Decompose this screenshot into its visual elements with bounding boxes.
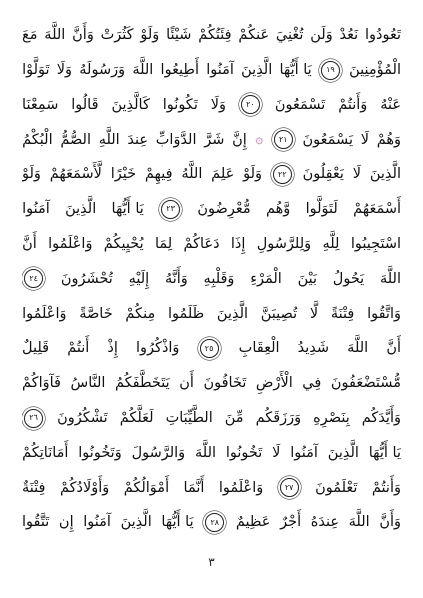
ayah-number-marker: ٢٥ [200,339,219,358]
verse-word: وَرَزَقَكُم [255,409,302,426]
text-line [22,331,401,366]
text-line [22,366,401,401]
verse-word: عَظِيمٌ [235,514,271,531]
verse-word: أَمَانَاتِكُمْ [22,444,69,461]
verse-word: لَعَلَّكُمْ [119,409,154,426]
verse-word: تَشْكُرُونَ [57,409,108,426]
verse-word: وَأَنتُمْ [371,479,401,496]
verse-word: شَدِيدُ [297,340,330,357]
verse-word: اللَّهَ [379,270,401,287]
verse-word: يَا أَيُّهَا [368,444,401,461]
verse-word: يَا أَيُّهَا [161,514,194,531]
text-line [22,227,401,262]
verse-word: عَلِمَ [211,166,235,183]
verse-word: أَطِيعُوا [160,61,200,78]
verse-word: وَأَنتُمْ [338,96,368,113]
verse-word: الَّذِينَ [327,444,359,461]
verse-word: وَقَلْبِهِ [203,270,235,287]
verse-word: أَمْوَالُكُمْ [123,479,170,496]
verse-word: تَخُونُوا [225,444,263,461]
verse-word: الطَّيِّبَاتِ [165,409,213,426]
verse-word: وَلَوْ [140,27,160,44]
verse-word: آمَنُوا [22,201,50,218]
verse-word: أَسْمَعَهُمْ [353,201,401,218]
verse-word: نَعُدْ [339,27,359,44]
verse-word: مُّعْرِضُونَ [197,201,251,218]
text-line [22,18,401,53]
verse-word: خَاصَّةً [79,305,113,322]
verse-word: وَأَنَّ [379,514,401,531]
verse-word: اللَّهُ [181,166,203,183]
verse-word: دَعَاكُمْ [183,235,220,252]
ayah-number-marker: ٢٨ [205,513,224,532]
verse-word: أَنتُمْ [67,340,90,357]
verse-word: وَهُمْ [376,131,401,148]
verse-word: يَعْقِلُونَ [302,166,344,183]
verse-word: الَّذِينَ [369,166,401,183]
verse-word: لَّأَسْمَعَهُمْ [49,166,102,183]
verse-word: قَالُوا [71,96,99,113]
verse-word: آمَنُوا [290,444,318,461]
page-number: ٣ [208,555,215,569]
verse-word: لِلَّهِ [322,235,340,252]
verse-word: فِتْنَةٌ [22,479,46,496]
verse-word: فِئَتُكُمْ [198,27,232,44]
verse-word: وَلَوْ [22,166,41,183]
verse-word: خَيْرًا [110,166,137,183]
verse-word: الْمُؤْمِنِينَ [349,61,401,78]
verse-word: وَاعْلَمُوا [22,305,67,322]
verse-word: شَرَّ [204,131,225,148]
verse-word: فِي [302,375,322,392]
verse-word: الْعِقَابِ [238,340,280,357]
verse-word: وَأَوْلَادُكُمْ [59,479,110,496]
verse-word: يَسْمَعُونَ [302,131,353,148]
verse-word: وَاتَّقُوا [367,305,401,322]
verse-word: وَلَوْ [243,166,263,183]
verse-word: عَنْهُ [380,96,401,113]
verse-word: تَخَافُونَ [203,375,247,392]
verse-word: تُحْشَرُونَ [60,270,113,287]
text-line [22,436,401,471]
text-line [22,192,401,227]
verse-word: إِذَا [230,235,246,252]
verse-word: عِندَ [127,131,149,148]
verse-word: وَأَنَّ [72,27,94,44]
verse-word: قَلِيلٌ [22,340,50,357]
ayah-number-marker: ٢٠ [241,95,260,114]
verse-word: وَاذْكُرُوا [136,340,180,357]
verse-word: مِنكُمْ [125,305,156,322]
quran-text-block [22,18,401,540]
verse-word: الْأَرْضِ [255,375,293,392]
verse-word: اللَّهَ [347,340,369,357]
text-line [22,505,401,540]
ayah-number-marker: ٢٦ [24,409,43,428]
verse-word: وَّهُم [265,201,291,218]
verse-word: تُصِيبَنَّ [260,305,298,322]
verse-word: يَتَخَطَّفَكُمُ [115,375,170,392]
verse-word: شَيْئًا [166,27,192,44]
verse-word: لَتَوَلَّوا [305,201,338,218]
text-line [22,262,401,297]
verse-word: اللَّهَ [132,61,154,78]
verse-word: الَّذِينَ [241,61,273,78]
verse-word: الَّذِينَ [216,305,249,322]
verse-word: وَرَسُولَهُ [79,61,126,78]
verse-word: إِن [58,514,74,531]
verse-word: اللَّهَ [195,444,217,461]
verse-word: وَالرَّسُولَ [131,444,186,461]
verse-word: يَا أَيُّهَا [111,201,144,218]
ayah-number-marker: ٢٧ [280,478,299,497]
verse-word: وَلَن [310,27,333,44]
verse-word: لَا [272,444,281,461]
verse-word: تُغْنِيَ [275,27,304,44]
verse-word: ظَلَمُوا [167,305,205,322]
verse-word: بِنَصْرِهِ [313,409,350,426]
text-line [22,296,401,331]
verse-word: تَعْلَمُونَ [315,479,358,496]
verse-word: الَّذِينَ [120,514,152,531]
verse-word: اللَّهَ [348,514,370,531]
verse-word: وَاعْلَمُوا [48,235,93,252]
verse-word: بَيْنَ [297,270,318,287]
ayah-number-marker: ١٩ [321,61,340,80]
verse-word: إِنَّ [232,131,247,148]
verse-word: فِيهِمْ [144,166,173,183]
verse-word: وَأَيَّدَكُم [361,409,401,426]
verse-word: عَنكُمْ [238,27,270,44]
verse-word: الْبُكْمُ [22,131,53,148]
verse-word: يُحْيِيكُمْ [103,235,144,252]
verse-word: الَّذِينَ [65,201,97,218]
verse-word: وَلَا [210,96,227,113]
verse-word: سَمِعْنَا [22,96,59,113]
verse-word: أَنَّ [386,340,401,357]
verse-word: اللَّهِ [98,131,120,148]
verse-word: اللَّهَ [44,27,66,44]
verse-word: كَالَّذِينَ [111,96,150,113]
text-line [22,122,401,157]
verse-word: وَأَنَّهُ [164,270,188,287]
verse-word: مُّسْتَضْعَفُونَ [330,375,401,392]
verse-word: إِلَيْهِ [128,270,150,287]
verse-word: مَعَ [22,27,38,44]
verse-word: فِتْنَةً [330,305,355,322]
verse-word: آمَنُوا [83,514,111,531]
text-line [22,53,401,88]
verse-word: أَنَّ [22,235,37,252]
verse-word: الْمَرْءِ [250,270,282,287]
verse-word: وَتَخُونُوا [78,444,122,461]
verse-word: وَلِلرَّسُولِ [256,235,312,252]
verse-word: أَجْرٌ [280,514,302,531]
verse-word: عِندَهُ [310,514,339,531]
verse-word: مِّنَ [224,409,244,426]
verse-word: فَآوَاكُمْ [22,375,61,392]
verse-word: لَّا [309,305,319,322]
verse-word: آمَنُوا [206,61,234,78]
verse-word: يَحُولُ [332,270,365,287]
verse-word: الدَّوَابِّ [155,131,197,148]
rub-el-hizb-icon: ۞ [255,132,264,148]
verse-word: أَن [179,375,194,392]
ayah-number-marker: ٢٤ [24,269,43,288]
ayah-number-marker: ٢٣ [161,200,180,219]
verse-word: تَعُودُوا [364,27,401,44]
verse-word: كَثُرَتْ [100,27,134,44]
verse-word: تَسْمَعُونَ [274,96,326,113]
verse-word: وَلَا [56,61,73,78]
ayah-number-marker: ٢٢ [273,165,292,184]
verse-word: اسْتَجِيبُوا [350,235,401,252]
verse-word: أَنَّمَا [183,479,205,496]
text-line [22,470,401,505]
ayah-number-marker: ٢١ [274,130,293,149]
verse-word: لَا [352,166,362,183]
verse-word: وَاعْلَمُوا [218,479,264,496]
verse-word: لَا [360,131,369,148]
verse-word: يَا أَيُّهَا [279,61,312,78]
verse-word: تَكُونُوا [162,96,198,113]
verse-word: الصُّمُّ [60,131,91,148]
text-line [22,88,401,123]
verse-word: تَوَلَّوْا [22,61,50,78]
text-line [22,401,401,436]
verse-word: إِذْ [107,340,118,357]
verse-word: النَّاسُ [70,375,106,392]
verse-word: تَتَّقُوا [22,514,50,531]
verse-word: لِمَا [154,235,173,252]
text-line [22,157,401,192]
